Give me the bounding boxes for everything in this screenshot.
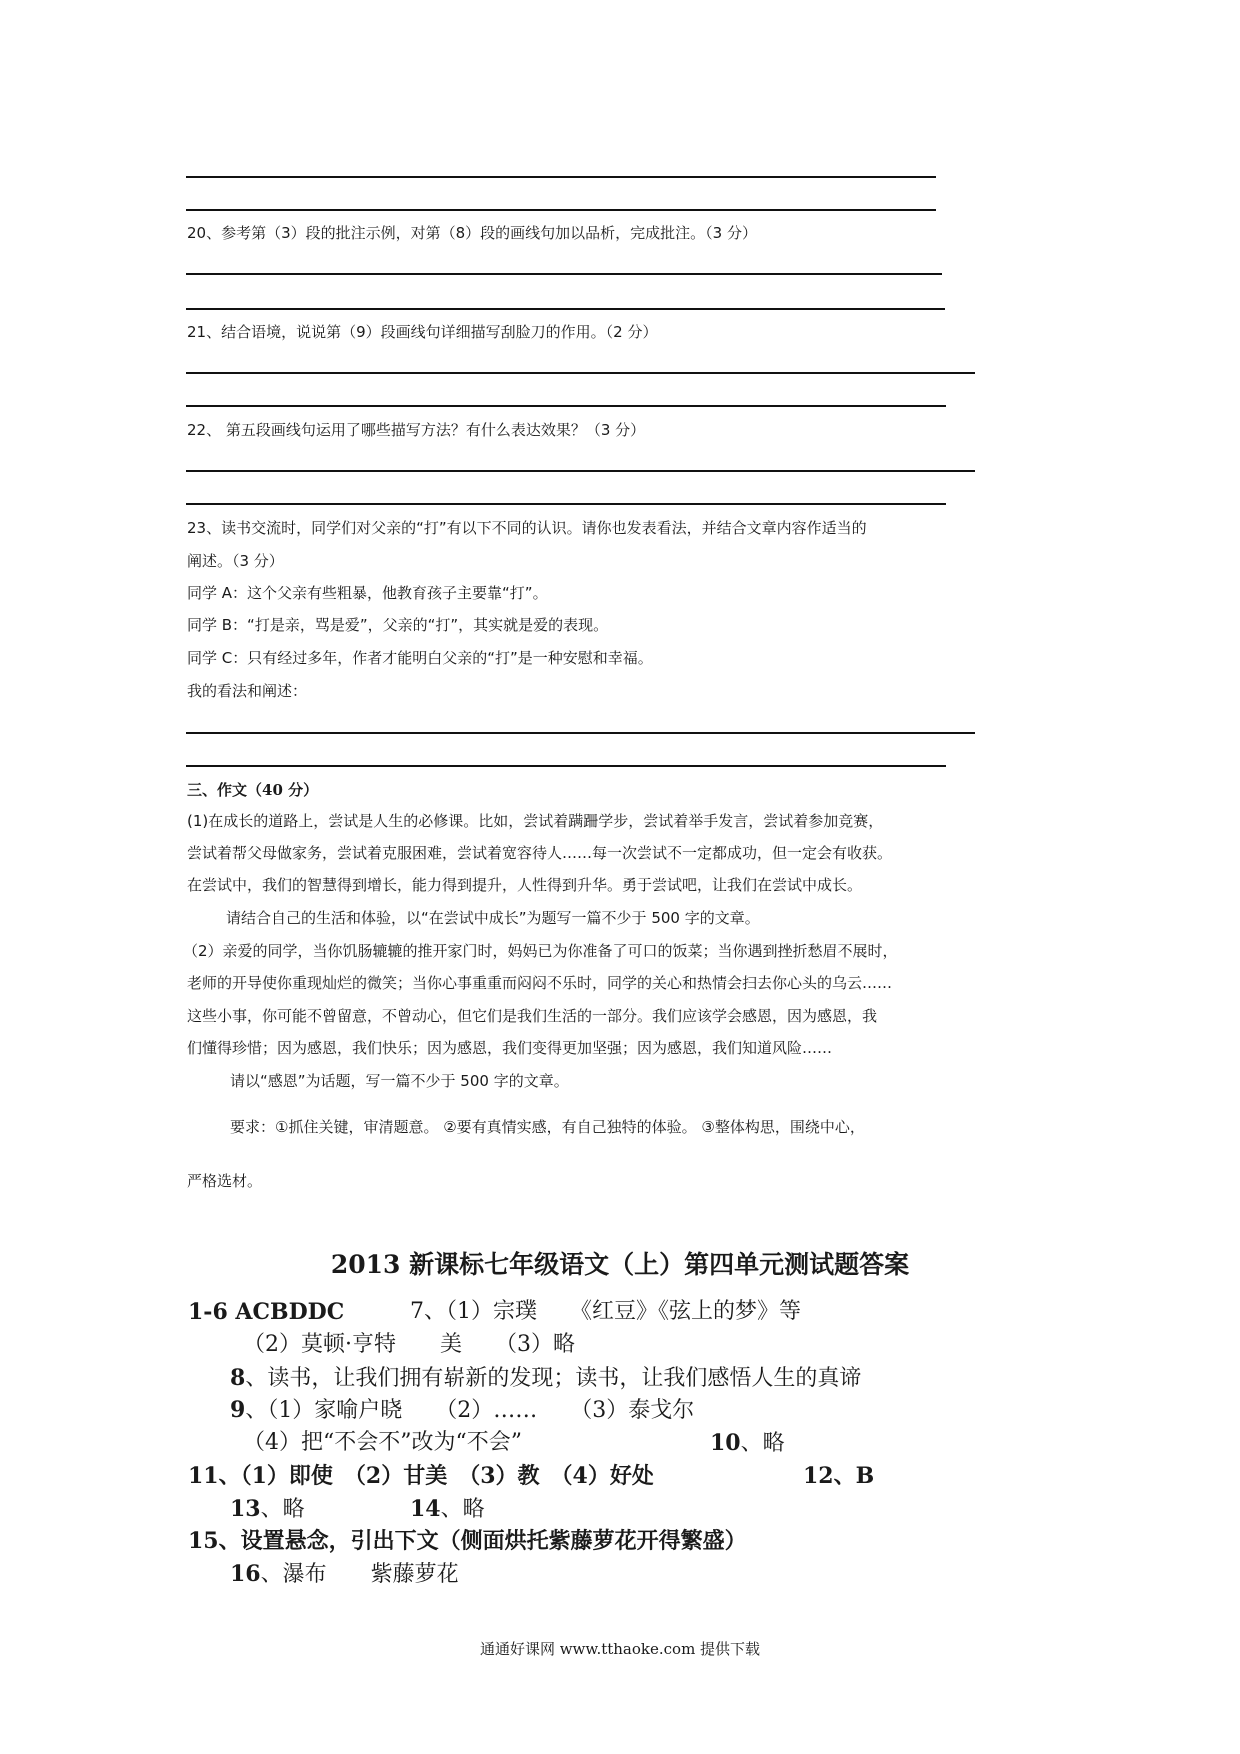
answer-9-part-4: （4）把“不会不”改为“不会” [243,1430,522,1455]
answer-12 [803,1462,874,1491]
answer-10-text: 、略 [740,1431,785,1456]
question-20: 20、参考第（3）段的批注示例，对第（8）段的画线句加以品析，完成批注。（3 分） [187,224,757,242]
answer-8-text: 、读书，让我们拥有崭新的发现；读书，让我们感悟人生的真谛 [245,1366,862,1391]
essay-prompt-1-instruction: 请结合自己的生活和体验，以“在尝试中成长”为题写一篇不少于 500 字的文章。 [226,909,760,927]
answer-line [186,176,936,178]
student-a-view: 同学 A：这个父亲有些粗暴，他教育孩子主要靠“打”。 [187,584,548,602]
essay-prompt-1-line: 在尝试中，我们的智慧得到增长，能力得到提升，人性得到升华。勇于尝试吧，让我们在尝试中成长。 [187,876,863,894]
answer-line [186,470,975,472]
answer-14-text: 、略 [440,1497,485,1522]
essay-prompt-2-instruction: 请以“感恩”为话题，写一篇不少于 500 字的文章。 [230,1072,569,1090]
essay-prompt-2-line: （2）亲爱的同学，当你饥肠辘辘的推开家门时，妈妈已为你准备了可口的饭菜；当你遇到挫折愁眉不展时， [183,942,898,960]
essay-prompt-2-line: 们懂得珍惜；因为感恩，我们快乐；因为感恩，我们变得更加坚强；因为感恩，我们知道风险…… [187,1039,833,1057]
answer-line [186,209,936,211]
answer-line [186,732,975,734]
answer-13-text: 、略 [260,1497,305,1522]
answer-14-number: 14 [410,1496,441,1522]
answer-16-text: 、瀑布 紫藤萝花 [260,1562,459,1587]
answer-1-6 [188,1298,344,1327]
question-22: 22、 第五段画线句运用了哪些描写方法？有什么表达效果？（3 分） [187,421,646,439]
essay-heading: 三、作文（40 分） [187,781,319,799]
question-21: 21、结合语境，说说第（9）段画线句详细描写刮脸刀的作用。（2 分） [187,323,658,341]
answer-line [186,273,942,275]
essay-requirements: 要求：①抓住关键，审清题意。 ②要有真情实感，有自己独特的体验。 ③整体构思，围绕中心， [230,1118,865,1136]
answer-15-text: 15、设置悬念，引出下文（侧面烘托紫藤萝花开得繁盛） [188,1528,747,1554]
answer-7-cont: （2）莫顿·亨特 美 （3）略 [243,1332,575,1357]
answer-13-number: 13 [230,1496,261,1522]
question-23: 23、读书交流时，同学们对父亲的“打”有以下不同的认识。请你也发表看法，并结合文章内容作适当的 [187,519,867,537]
essay-requirements-cont: 严格选材。 [187,1172,263,1190]
essay-prompt-2-line: 这些小事，你可能不曾留意，不曾动心，但它们是我们生活的一部分。我们应该学会感恩，因为感恩，我 [187,1007,878,1025]
answer-9 [230,1396,694,1425]
answer-line [186,405,946,407]
answer-14 [410,1495,485,1524]
answer-9-number: 9 [230,1397,246,1423]
answer-line [186,372,975,374]
my-view-label: 我的看法和阐述： [187,682,308,700]
student-b-view: 同学 B：“打是亲，骂是爱”，父亲的“打”，其实就是爱的表现。 [187,616,609,634]
answer-line [186,503,946,505]
answer-line [186,308,945,310]
student-c-view: 同学 C：只有经过多年，作者才能明白父亲的“打”是一种安慰和幸福。 [187,649,653,667]
essay-prompt-1-line: 尝试着帮父母做家务，尝试着克服困难，尝试着宽容待人……每一次尝试不一定都成功，但一定会有收获。 [187,844,893,862]
answer-8 [230,1364,861,1393]
answer-13 [230,1495,305,1524]
download-footer: 通通好课网 www.tthaoke.com 提供下载 [479,1640,761,1658]
answer-15 [188,1527,747,1556]
answer-16 [230,1560,459,1589]
answer-8-number: 8 [230,1365,246,1391]
essay-prompt-1-line: (1)在成长的道路上，尝试是人生的必修课。比如，尝试着蹒跚学步，尝试着举手发言，尝试着参加竞赛， [187,812,884,830]
answer-1-6-text: 1-6 ACBDDC [188,1299,345,1325]
answer-line [186,765,946,767]
answer-7: 7、（1）宗璞 《红豆》《弦上的梦》等 [410,1299,801,1324]
answer-12-text: 12、B [803,1463,875,1489]
answer-10 [710,1429,785,1458]
answer-10-number: 10 [710,1430,741,1456]
question-23-cont: 阐述。（3 分） [187,552,284,570]
answer-9-text: 、（1）家喻户晓 （2）…… （3）泰戈尔 [245,1398,695,1423]
answer-16-number: 16 [230,1561,261,1587]
answer-key-title: 2013 新课标七年级语文（上）第四单元测试题答案 [330,1250,910,1279]
answer-11 [188,1462,654,1491]
answer-11-text: 11、（1）即使 （2）甘美 （3）教 （4）好处 [188,1463,654,1489]
essay-prompt-2-line: 老师的开导使你重现灿烂的微笑；当你心事重重而闷闷不乐时，同学的关心和热情会扫去你心头的乌云…… [187,974,893,992]
